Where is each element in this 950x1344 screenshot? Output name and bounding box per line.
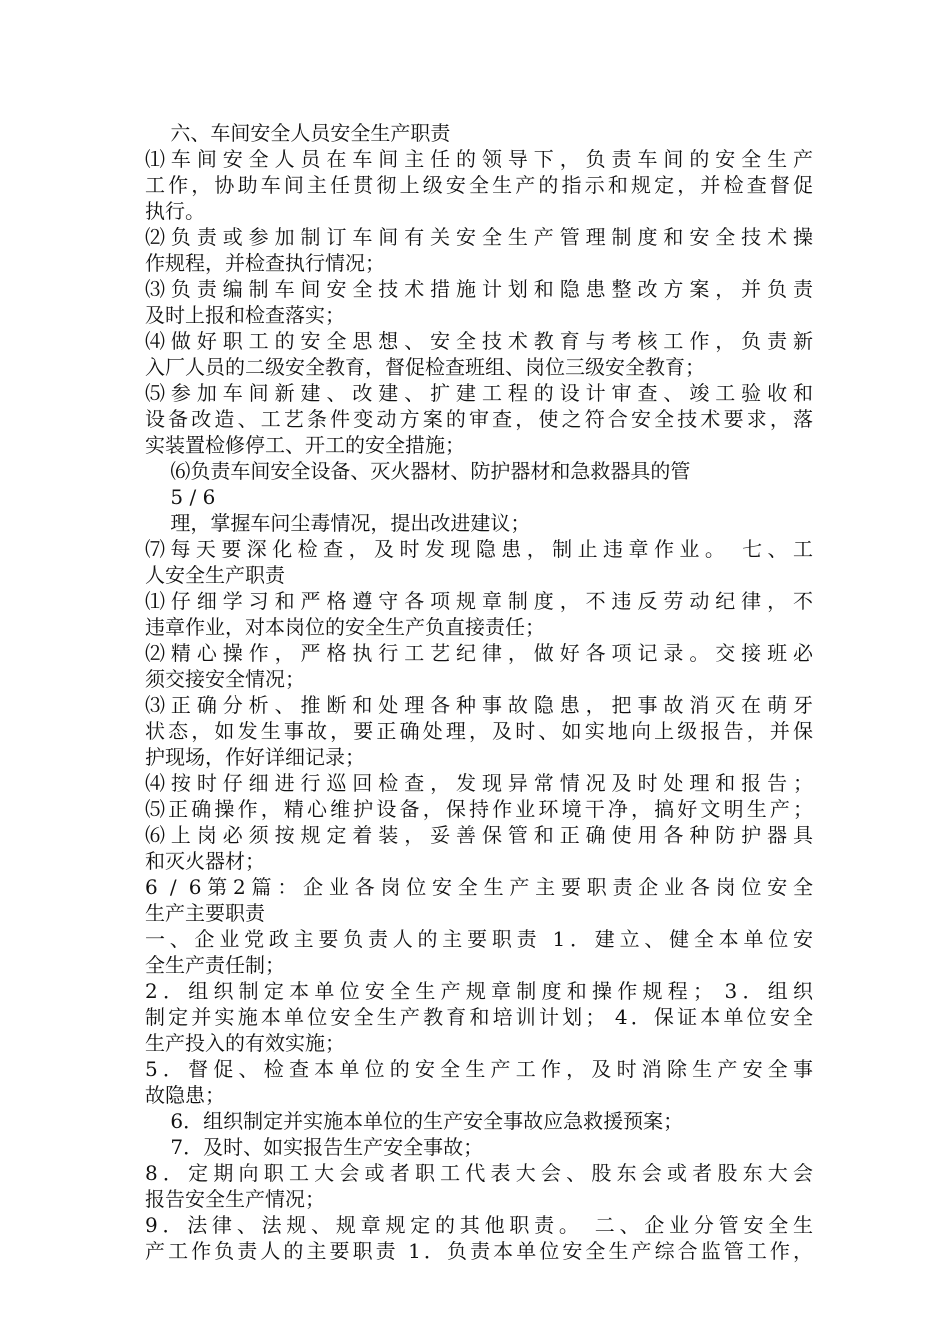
- text-line: 5．督促、检查本单位的安全生产工作，及时消除生产安全事: [145, 1057, 813, 1081]
- text-line: 须交接安全情况；: [145, 667, 305, 691]
- text-line: 状态，如发生事故，要正确处理，及时、如实地向上级报告，并保: [145, 719, 813, 743]
- text-line: 2．组织制定本单位安全生产规章制度和操作规程； 3．组织: [145, 979, 813, 1003]
- text-line: ⑴车间安全人员在车间主任的领导下，负责车间的安全生产: [145, 147, 813, 171]
- text-line: 作规程，并检查执行情况；: [145, 251, 385, 275]
- text-line: 及时上报和检查落实；: [145, 303, 345, 327]
- text-line: ⑹负责车间安全设备、灭火器材、防护器材和急救器具的管: [145, 459, 691, 483]
- text-line: 生产主要职责: [145, 901, 265, 925]
- text-line: 6．组织制定并实施本单位的生产安全事故应急救援预案；: [145, 1109, 684, 1133]
- text-line: 入厂人员的二级安全教育，督促检查班组、岗位三级安全教育；: [145, 355, 705, 379]
- text-line: 产工作负责人的主要职责 1．负责本单位安全生产综合监管工作，: [145, 1239, 813, 1263]
- text-line: 生产投入的有效实施；: [145, 1031, 345, 1055]
- text-line: ⑴仔细学习和严格遵守各项规章制度，不违反劳动纪律，不: [145, 589, 813, 613]
- text-line: 一、企业党政主要负责人的主要职责 1．建立、健全本单位安: [145, 927, 813, 951]
- text-line: 和灭火器材；: [145, 849, 265, 873]
- text-line: ⑷做好职工的安全思想、安全技术教育与考核工作，负责新: [145, 329, 813, 353]
- text-line: ⑵精心操作，严格执行工艺纪律，做好各项记录。交接班必: [145, 641, 813, 665]
- text-line: ⑶负责编制车间安全技术措施计划和隐患整改方案，并负责: [145, 277, 813, 301]
- text-line: 违章作业，对本岗位的安全生产负直接责任；: [145, 615, 545, 639]
- text-line: 制定并实施本单位安全生产教育和培训计划； 4．保证本单位安全: [145, 1005, 813, 1029]
- text-line: 理，掌握车问尘毒情况，提出改进建议；: [145, 511, 531, 535]
- text-line: 报告安全生产情况；: [145, 1187, 325, 1211]
- text-line: ⑵负责或参加制订车间有关安全生产管理制度和安全技术操: [145, 225, 813, 249]
- text-line: 护现场，作好详细记录；: [145, 745, 365, 769]
- text-line: 故隐患；: [145, 1083, 225, 1107]
- text-line: ⑹上岗必须按规定着装，妥善保管和正确使用各种防护器具: [145, 823, 813, 847]
- text-line: 执行。: [145, 199, 205, 223]
- text-line: ⑺每天要深化检查，及时发现隐患，制止违章作业。 七、工: [145, 537, 813, 561]
- text-line: 实装置检修停工、开工的安全措施；: [145, 433, 465, 457]
- text-line: 6 / 6第2篇：企业各岗位安全生产主要职责企业各岗位安全: [145, 875, 813, 899]
- text-line: 人安全生产职责: [145, 563, 285, 587]
- text-line: 8．定期向职工大会或者职工代表大会、股东会或者股东大会: [145, 1161, 813, 1185]
- text-line: 全生产责任制；: [145, 953, 285, 977]
- text-line: ⑸参加车间新建、改建、扩建工程的设计审查、竣工验收和: [145, 381, 813, 405]
- text-line: 7．及时、如实报告生产安全事故；: [145, 1135, 484, 1159]
- text-line: 六、车间安全人员安全生产职责: [145, 121, 451, 145]
- text-line: ⑸正确操作，精心维护设备，保持作业环境干净，搞好文明生产；: [145, 797, 813, 821]
- text-line: 9．法律、法规、规章规定的其他职责。 二、企业分管安全生: [145, 1213, 813, 1237]
- text-line: ⑶正确分析、推断和处理各种事故隐患，把事故消灭在萌牙: [145, 693, 813, 717]
- text-line: 5 / 6: [145, 485, 216, 509]
- text-line: ⑷按时仔细进行巡回检查，发现异常情况及时处理和报告；: [145, 771, 813, 795]
- text-line: 设备改造、工艺条件变动方案的审查，使之符合安全技术要求，落: [145, 407, 813, 431]
- document-body: [145, 120, 813, 1264]
- text-line: 工作，协助车间主任贯彻上级安全生产的指示和规定，并检查督促: [145, 173, 813, 197]
